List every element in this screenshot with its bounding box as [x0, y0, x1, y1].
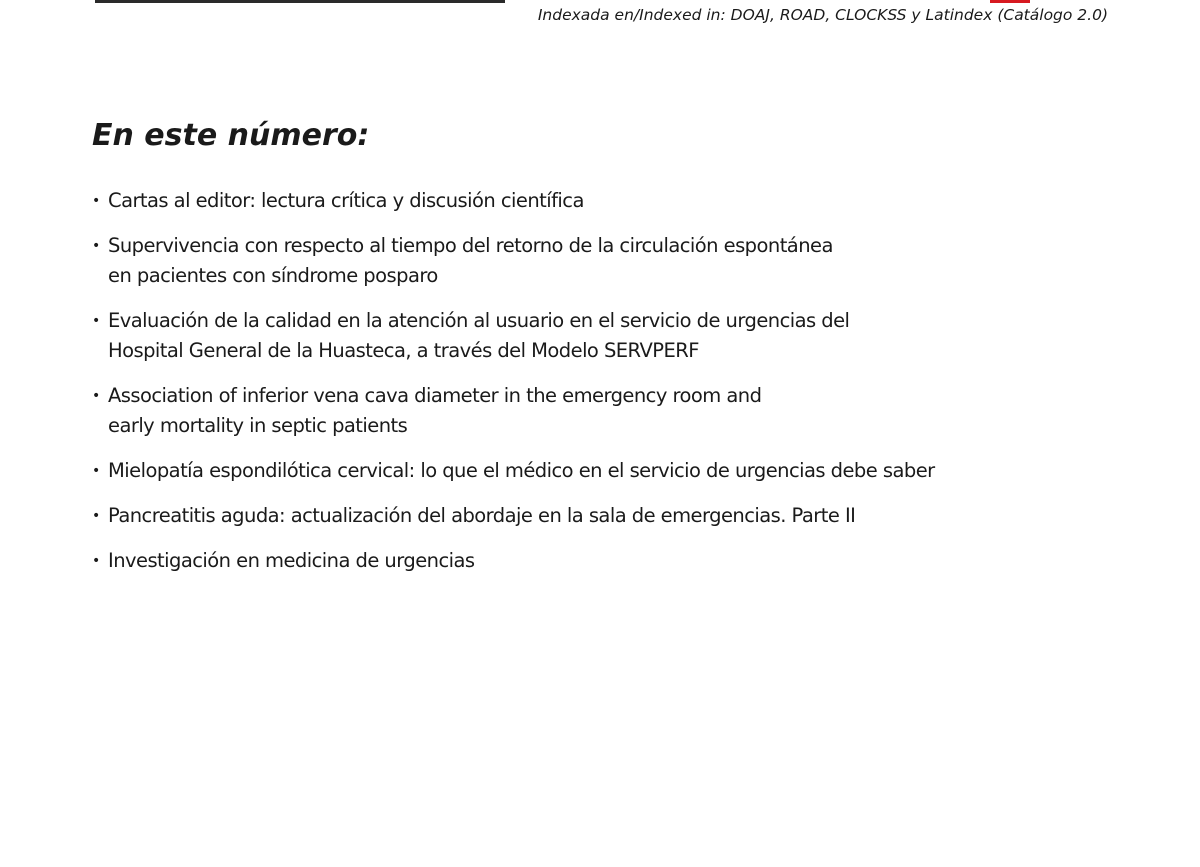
toc-item-line: Mielopatía espondilótica cervical: lo que el médico en el servicio de urgencias debe saber: [108, 459, 935, 482]
toc-item-line: Hospital General de la Huasteca, a través del Modelo SERVPERF: [108, 339, 699, 362]
toc-item: [92, 546, 1092, 576]
toc-item-line: Association of inferior vena cava diameter in the emergency room and: [108, 384, 762, 407]
toc-item: [92, 306, 1092, 366]
header-cropped-red-fragment: [990, 0, 1030, 3]
toc-item-line: Cartas al editor: lectura crítica y discusión científica: [108, 189, 584, 212]
table-of-contents: [92, 186, 1092, 591]
bullet-icon: •: [92, 388, 100, 404]
indexed-in-note: Indexada en/Indexed in: DOAJ, ROAD, CLOCKSS y Latindex (Catálogo 2.0): [537, 6, 1108, 24]
bullet-icon: •: [92, 313, 100, 329]
bullet-icon: •: [92, 193, 100, 209]
bullet-icon: •: [92, 508, 100, 524]
toc-item-line: Supervivencia con respecto al tiempo del retorno de la circulación espontánea: [108, 234, 833, 257]
bullet-icon: •: [92, 463, 100, 479]
toc-item-line: Investigación en medicina de urgencias: [108, 549, 475, 572]
toc-item-line: Evaluación de la calidad en la atención al usuario en el servicio de urgencias del: [108, 309, 850, 332]
toc-item: [92, 231, 1092, 291]
toc-item-line: early mortality in septic patients: [108, 414, 408, 437]
toc-item: [92, 501, 1092, 531]
header-cropped-title-fragment: [95, 0, 505, 3]
toc-item: [92, 381, 1092, 441]
bullet-icon: •: [92, 553, 100, 569]
toc-item-line: Pancreatitis aguda: actualización del abordaje en la sala de emergencias. Parte II: [108, 504, 856, 527]
toc-item-line: en pacientes con síndrome posparo: [108, 264, 438, 287]
toc-item: [92, 186, 1092, 216]
section-title: En este número:: [92, 118, 370, 153]
toc-item: [92, 456, 1092, 486]
bullet-icon: •: [92, 238, 100, 254]
